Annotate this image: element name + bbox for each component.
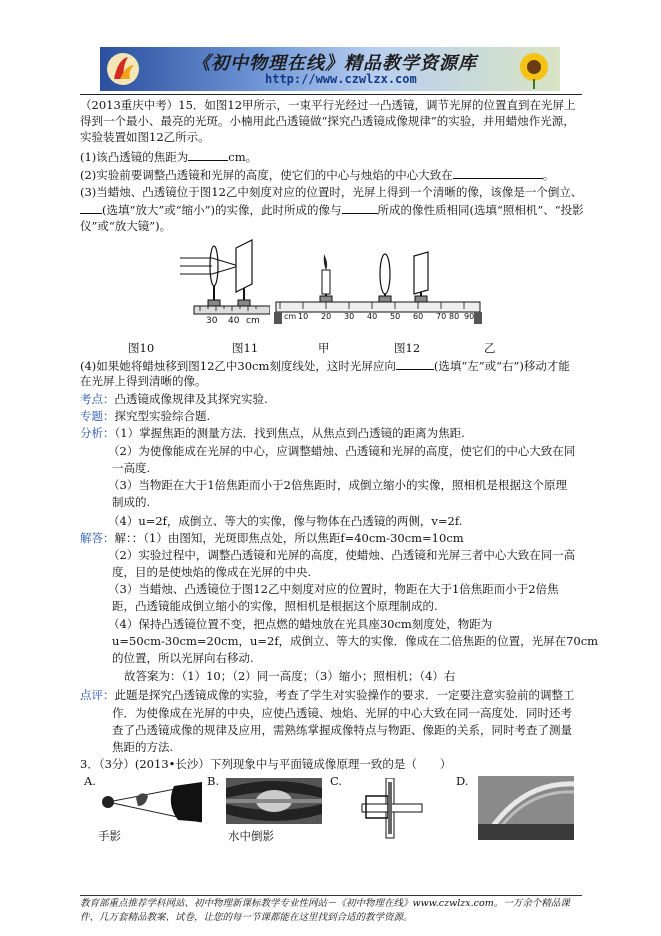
banner-title: 《初中物理在线》精品教学资源库: [192, 53, 477, 74]
jieda-row: [80, 530, 464, 546]
sunflower-icon: [504, 49, 556, 89]
caption-option-b: 水中倒影: [228, 829, 274, 843]
jieda-3b: 距，凸透镜能成倒立缩小的实像，照相机是根据这个原理制成的.: [112, 599, 438, 613]
q15-part-2-text: (2)实验前要调整凸透镜和光屏的高度，使它们的中心与烛焰的中心大致在: [80, 168, 453, 182]
zhuanti-label: 专题：: [80, 409, 115, 423]
answer-blank-2[interactable]: [453, 166, 543, 179]
fenxi-3b: 制成的.: [112, 495, 151, 509]
dianping-1: 此题是探究凸透镜成像的实验，考查了学生对实验操作的要求．一定要注意实验前的调整工: [114, 688, 575, 702]
header-rule: [80, 94, 582, 95]
fig12-tick-20: 20: [321, 312, 332, 321]
banner-url[interactable]: http://www.czwlzx.com: [265, 72, 417, 86]
caption-fig11: 图11: [232, 341, 259, 355]
q15-part-3-line-2: [80, 201, 584, 218]
q15-part-3-end: 所成的像性质相同(选填“照相机”、“投影: [377, 203, 584, 217]
answer-blank-3[interactable]: [80, 201, 102, 214]
q3-option-a-label[interactable]: A.: [84, 774, 96, 788]
q15-part-4-line-1: [80, 357, 570, 374]
fig12-tick-50: 50: [390, 312, 401, 321]
header-banner: [100, 47, 560, 91]
q15-part-1-text: (1)该凸透镜的焦距为: [80, 150, 189, 164]
caption-fig12: 图12: [394, 341, 421, 355]
fig12-tick-40: 40: [367, 312, 378, 321]
dianping-label: 点评：: [80, 688, 115, 702]
jieda-4c: 的位置，所以光屏向右移动.: [112, 651, 254, 665]
fenxi-1: （1）掌握焦距的测量方法．找到焦点，从焦点到凸透镜的距离为焦距.: [114, 426, 465, 440]
fig10-tick-40: 40: [228, 316, 240, 326]
fig12-tick-80: 80: [449, 312, 460, 321]
q15-part-1-unit: cm。: [228, 150, 258, 164]
footer: [80, 897, 582, 925]
zhuanti-text: 探究型实验综合题.: [114, 409, 211, 423]
q15-part-1: [80, 148, 257, 165]
q15-part-4-line-2: 在光屏上得到清晰的像。: [80, 374, 207, 388]
jieda-4a: （4）保持凸透镜位置不变，把点燃的蜡烛放在光具座30cm刻度处，物距为: [108, 617, 493, 631]
dianping-row: [80, 687, 575, 703]
q3-option-c-label[interactable]: C.: [330, 774, 343, 788]
fenxi-3a: （3）当物距在大于1倍焦距而小于2倍焦距时，成倒立缩小的实像，照相机是根据这个原理: [108, 478, 567, 492]
q15-line-1: （2013重庆中考）15．如图12甲所示，一束平行光经过一凸透镜，调节光屏的位置直到在光屏上: [80, 98, 576, 112]
q3-option-b-label[interactable]: B.: [207, 774, 220, 788]
fenxi-2a: （2）为使像能成在光屏的中心，应调整蜡烛、凸透镜和光屏的高度，使它们的中心大致在同: [108, 444, 576, 458]
answer-blank-5[interactable]: [396, 357, 434, 370]
site-logo-icon: [106, 51, 140, 87]
fig12-tick-60: 60: [413, 312, 424, 321]
option-b-water-reflection-image: [226, 778, 322, 824]
q15-line-2: 得到一个最小、最亮的光斑。小楠用此凸透镜做“探究凸透镜成像规律”的实验，并用蜡烛作光源，: [80, 114, 575, 128]
fig12-tick-70: 70: [436, 312, 447, 321]
q15-part-4-end: (选填“左”或“右”)移动才能: [433, 359, 570, 373]
kaodian-label: 考点：: [80, 392, 115, 406]
option-c-magnifier-image: [352, 778, 432, 840]
answer-line: 故答案为：（1）10；（2）同一高度；（3）缩小；照相机；（4）右: [124, 669, 456, 683]
q15-part-3-mid: (选填“放大”或“缩小”)的实像，此时所成的像与: [102, 203, 342, 217]
fig12-tick-10: 10: [298, 312, 309, 321]
q3-option-d-label[interactable]: D.: [456, 774, 469, 788]
fenxi-label: 分析：: [80, 426, 115, 440]
q15-part-3-line-3: 仪”或“放大镜”)。: [80, 219, 172, 233]
footer-line-2: 件、几万套精品教案、试卷，让您的每一节课都能在这里找到合适的教学资源。: [80, 912, 413, 923]
fig10-tick-unit: cm: [246, 316, 260, 326]
dianping-4: 焦距的方法.: [112, 740, 174, 754]
footer-line-1: 教育部重点推荐学科网站、初中物理新课标教学专业性网站－《初中物理在线》www.czwlzx.com。一万余个精品课: [80, 898, 570, 909]
footer-rule: [80, 895, 582, 896]
q15-part-2-end: 。: [542, 168, 555, 182]
option-d-rainbow-image: [478, 776, 574, 840]
fenxi-4: （4）u=2f，成倒立、等大的实像，像与物体在凸透镜的两侧，v=2f.: [108, 514, 463, 528]
q15-part-4-text: (4)如果她将蜡烛移到图12乙中30cm刻度线处，这时光屏应向: [80, 359, 396, 373]
jieda-1: 解：：（1）由图知，光斑即焦点处，所以焦距f=40cm-30cm=10cm: [114, 531, 464, 545]
answer-blank-1[interactable]: [188, 148, 228, 161]
caption-yi: 乙: [484, 341, 496, 355]
dianping-2: 作．为使像成在光屏的中央，应使凸透镜、烛焰、光屏的中心大致在同一高度处．同时还考: [112, 706, 572, 720]
jieda-3a: （3）当蜡烛、凸透镜位于图12乙中刻度对应的位置时，物距在大于1倍焦距而小于2倍焦: [108, 582, 559, 596]
caption-fig10: 图10: [128, 341, 155, 355]
zhuanti-row: [80, 408, 210, 424]
option-a-hand-shadow-image: [96, 780, 206, 824]
dianping-3: 查了凸透镜成像的规律及应用，需熟练掌握成像特点与物距、像距的关系，同时考查了测量: [112, 723, 572, 737]
fig12-tick-unit: cm: [284, 312, 297, 321]
jieda-2a: （2）实验过程中，调整凸透镜和光屏的高度，使蜡烛、凸透镜和光屏三者中心大致在同一高: [108, 548, 576, 562]
jieda-4b: u=50cm-30cm=20cm，u=2f，成倒立、等大的实像．像成在二倍焦距的位置，光屏在70cm: [112, 634, 599, 648]
jieda-2b: 度，目的是使烛焰的像成在光屏的中央.: [112, 565, 312, 579]
fig12-tick-30: 30: [344, 312, 355, 321]
caption-option-a: 手影: [98, 829, 121, 843]
q15-part-2: [80, 166, 554, 183]
q15-part-3-line-1: (3)当蜡烛、凸透镜位于图12乙中刻度对应的位置时，光屏上得到一个清晰的像，该像是一个倒立、: [80, 185, 583, 199]
kaodian-text: 凸透镜成像规律及其探究实验.: [114, 392, 268, 406]
caption-jia: 甲: [318, 341, 330, 355]
answer-blank-4[interactable]: [342, 201, 378, 214]
fenxi-row: [80, 425, 465, 441]
jieda-label: 解答：: [80, 531, 115, 545]
q15-line-3: 实验装置如图12乙所示。: [80, 130, 210, 144]
q3-stem: 3．（3分）(2013•长沙）下列现象中与平面镜成像原理一致的是（ ）: [80, 757, 452, 771]
kaodian-row: [80, 391, 268, 407]
fig10-tick-30: 30: [206, 316, 218, 326]
fig12-tick-90: 90: [464, 312, 475, 321]
fenxi-2b: 一高度.: [112, 461, 151, 475]
